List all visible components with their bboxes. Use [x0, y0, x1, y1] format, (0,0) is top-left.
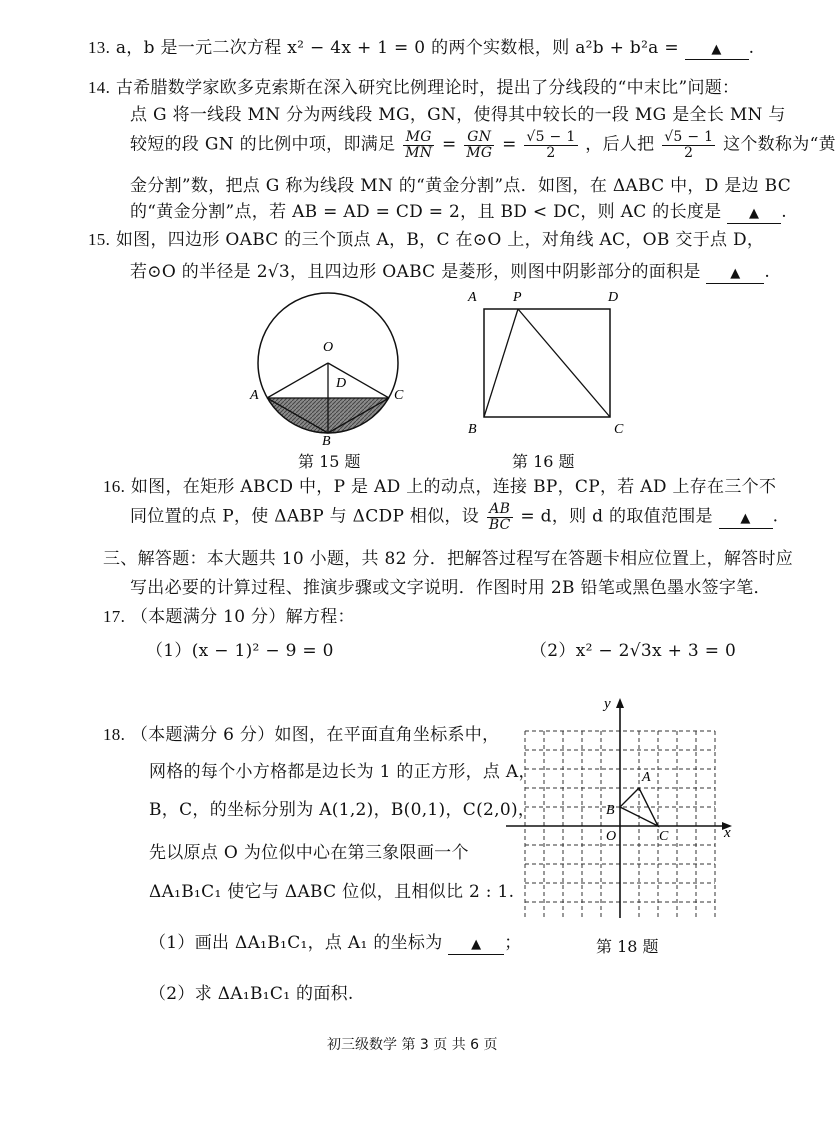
question-13: 13. a，b 是一元二次方程 x² − 4x + 1 = 0 的两个实数根，则 a²b + b²a = ▲ . [88, 37, 754, 60]
question-text: 若⊙O 的半径是 2√3，且四边形 OABC 是菱形，则图中阴影部分的面积是 [130, 262, 701, 282]
label-o: O [606, 829, 617, 844]
question-17-part-2: （2）x² − 2√3x + 3 = 0 [530, 641, 737, 661]
segment-oa [267, 363, 328, 398]
question-16-line-2: 同位置的点 P，使 ΔABP 与 ΔCDP 相似，设 $\frac{AB}{BC}$ = d，则 d 的取值范围是 ▲ . [130, 501, 779, 533]
question-text: 古希腊数学家欧多克索斯在深入研究比例理论时，提出了分线段的“中末比”问题： [115, 78, 740, 98]
question-15-line-1 [88, 229, 764, 251]
label-p: P [513, 290, 522, 305]
numerator: √5 − 1 [526, 129, 576, 145]
question-14-line-3 [130, 130, 836, 160]
question-18-line-5: ΔA₁B₁C₁ 使它与 ΔABC 位似，且相似比 2 : 1. [149, 882, 515, 902]
question-18-line-4: 先以原点 O 为位似中心在第三象限画一个 [149, 843, 469, 863]
question-number: 14. [88, 78, 111, 97]
question-18-sub-1 [149, 933, 522, 955]
question-17-part-1: （1）(x − 1)² − 9 = 0 [146, 641, 334, 661]
question-text: 同位置的点 P，使 ΔABP 与 ΔCDP 相似，设 [130, 506, 480, 527]
question-number: 13. [88, 38, 111, 57]
section-3-line-2: 写出必要的计算过程、推演步骤或文字说明．作图时用 2B 铅笔或黑色墨水签字笔． [130, 578, 771, 598]
blank-marker: ▲ [471, 937, 482, 952]
blank-marker: ▲ [730, 266, 741, 281]
fraction [524, 130, 577, 160]
punctuation: ； [504, 933, 522, 953]
blank-marker: ▲ [740, 510, 751, 526]
question-18-line-1 [103, 724, 499, 746]
answer-blank [685, 38, 749, 60]
question-text: 如图，四边形 OABC 的三个顶点 A，B，C 在⊙O 上，对角线 AC，OB 交于点 D， [115, 230, 765, 250]
blank-marker: ▲ [749, 206, 760, 221]
question-text: 这个数称为“黄 [723, 134, 836, 155]
label-x: x [724, 825, 731, 841]
label-d: D [608, 290, 619, 305]
figure-15-caption: 第 15 题 [298, 452, 361, 471]
question-text: ，后人把 [585, 134, 655, 155]
question-text: （本题满分 10 分）解方程： [130, 607, 355, 627]
label-a: A [468, 290, 477, 305]
label-c: C [659, 829, 669, 844]
question-16-line-1 [103, 476, 776, 498]
label-d: D [336, 376, 347, 391]
label-b: B [468, 422, 477, 437]
question-number: 18. [103, 725, 126, 744]
question-15-line-2: 若⊙O 的半径是 2√3，且四边形 OABC 是菱形，则图中阴影部分的面积是 ▲ . [130, 262, 770, 284]
fraction [464, 130, 494, 160]
y-axis-arrow-icon [616, 698, 624, 708]
rectangle-abcd [484, 309, 610, 417]
label-y: y [604, 696, 611, 712]
denominator: BC [488, 516, 511, 533]
answer-blank [727, 202, 781, 224]
denominator: MG [466, 144, 493, 161]
segment-bp [484, 309, 518, 417]
question-text: 如图，在矩形 ABCD 中，P 是 AD 上的动点，连接 BP，CP，若 AD 上存在三个不 [130, 477, 777, 497]
equals-sign: = [502, 134, 517, 155]
numerator: MG [403, 130, 434, 146]
fraction [487, 502, 513, 532]
section-3-line-1: 三、解答题：本大题共 10 小题，共 82 分．把解答过程写在答题卡相应位置上，解答时应 [103, 549, 794, 569]
figure-16-caption: 第 16 题 [512, 452, 575, 471]
question-number: 16. [103, 477, 126, 496]
question-number: 17. [103, 607, 126, 626]
question-text: 较短的段 GN 的比例中项，即满足 [130, 134, 396, 155]
question-17 [103, 606, 355, 628]
label-c: C [614, 422, 624, 437]
label-a: A [250, 388, 259, 403]
figure-16-rectangle-diagram [462, 285, 632, 440]
answer-blank [706, 262, 764, 284]
blank-marker: ▲ [711, 42, 722, 57]
label-a: A [642, 770, 651, 785]
question-text: （本题满分 6 分）如图，在平面直角坐标系中， [130, 725, 500, 745]
fraction [403, 130, 434, 160]
numerator: √5 − 1 [664, 129, 714, 145]
figure-15-circle-diagram [244, 285, 424, 449]
question-14-line-5: 的“黄金分割”点，若 AB = AD = CD = 2，且 BD < DC，则 AC 的长度是 ▲ . [130, 202, 787, 224]
figure-18-caption: 第 18 题 [596, 937, 659, 956]
denominator: MN [405, 144, 433, 161]
question-18-line-3: B，C，的坐标分别为 A(1,2)，B(0,1)，C(2,0)， [149, 800, 536, 820]
question-18-line-2: 网格的每个小方格都是边长为 1 的正方形，点 A， [149, 762, 536, 782]
answer-blank [448, 933, 504, 955]
answer-blank [719, 507, 773, 529]
page-footer: 初三级数学 第 3 页 共 6 页 [327, 1037, 498, 1053]
denominator: 2 [546, 144, 556, 161]
denominator: 2 [684, 144, 694, 161]
question-18-sub-2: （2）求 ΔA₁B₁C₁ 的面积. [149, 984, 354, 1004]
label-o: O [323, 340, 334, 355]
question-number: 15. [88, 230, 111, 249]
question-text: 的“黄金分割”点，若 AB = AD = CD = 2，且 BD < DC，则 AC 的长度是 [130, 202, 722, 222]
numerator: AB [487, 502, 513, 518]
question-text: （1）画出 ΔA₁B₁C₁，点 A₁ 的坐标为 [149, 933, 443, 953]
fraction [662, 130, 715, 160]
equals-sign: = [442, 134, 457, 155]
question-14-line-4: 金分割”数，把点 G 称为线段 MN 的“黄金分割”点．如图，在 ΔABC 中，D 是边 BC [130, 176, 792, 196]
figure-18-coordinate-grid [502, 692, 742, 928]
label-b: B [606, 803, 615, 818]
question-14-line-1 [88, 77, 739, 99]
segment-cp [518, 309, 610, 417]
numerator: GN [464, 130, 494, 146]
question-text: a，b 是一元二次方程 x² − 4x + 1 = 0 的两个实数根，则 a²b + b²a = [115, 38, 685, 58]
question-14-line-2: 点 G 将一线段 MN 分为两线段 MG，GN，使得其中较长的一段 MG 是全长 MN 与 [130, 105, 786, 125]
label-b: B [322, 434, 331, 449]
question-text: = d，则 d 的取值范围是 [520, 506, 713, 527]
label-c: C [394, 388, 404, 403]
